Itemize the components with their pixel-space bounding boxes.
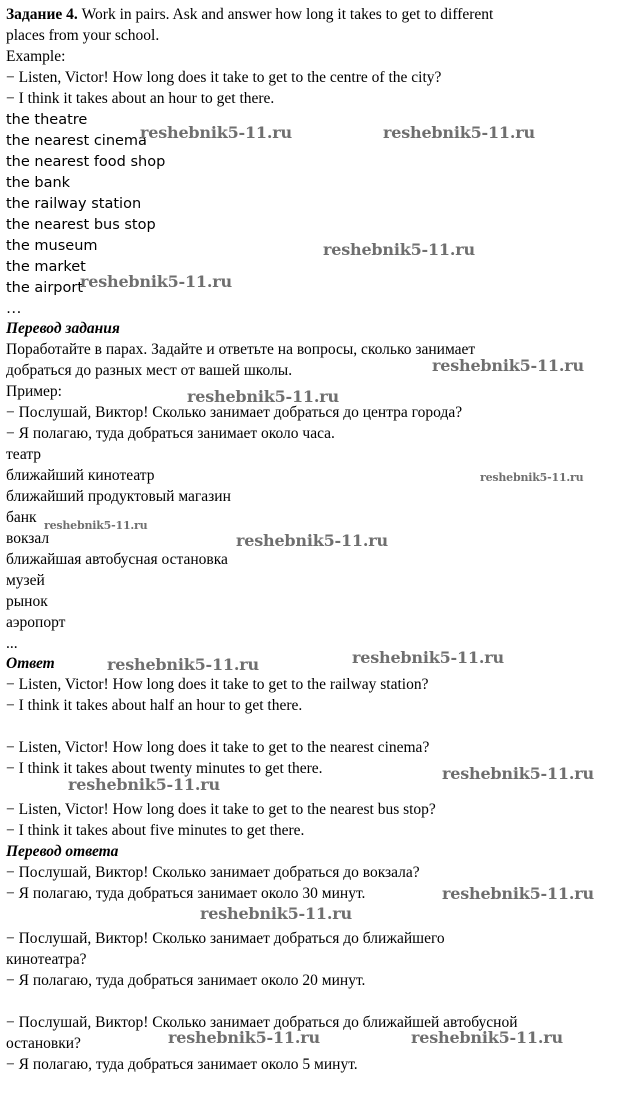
- watermark: reshebnik5-11.ru: [107, 655, 259, 674]
- answer-translation-heading: Перевод ответа: [6, 843, 119, 860]
- watermark: reshebnik5-11.ru: [168, 1028, 320, 1047]
- translation-line-2: добраться до разных мест от вашей школы.: [6, 362, 293, 379]
- translation-example-answer: − Я полагаю, туда добраться занимает около часа.: [6, 425, 335, 442]
- place-item-ru: ближайшая автобусная остановка: [6, 551, 228, 568]
- translation-example-label: Пример:: [6, 383, 62, 400]
- place-item-ru: ближайший кинотеатр: [6, 467, 155, 484]
- watermark: reshebnik5-11.ru: [140, 123, 292, 142]
- answer-translation-question-1: − Послушай, Виктор! Сколько занимает добраться до вокзала?: [6, 864, 420, 881]
- place-item: the nearest food shop: [6, 154, 166, 170]
- answer-reply-3: − I think it takes about five minutes to get there.: [6, 822, 305, 839]
- place-item-ru: банк: [6, 509, 37, 526]
- watermark: reshebnik5-11.ru: [236, 531, 388, 550]
- task-line-2: places from your school.: [6, 27, 160, 44]
- answer-question-2: − Listen, Victor! How long does it take to get to the nearest cinema?: [6, 739, 430, 756]
- watermark: reshebnik5-11.ru: [200, 904, 352, 923]
- task-line-1: [6, 5, 493, 25]
- place-item: the bank: [6, 175, 71, 191]
- answer-translation-question-2: − Послушай, Виктор! Сколько занимает добраться до ближайшего: [6, 930, 445, 947]
- answer-translation-question-2-cont: кинотеатра?: [6, 951, 87, 968]
- example-answer: − I think it takes about an hour to get there.: [6, 90, 275, 107]
- answer-translation-reply-1: − Я полагаю, туда добраться занимает около 30 минут.: [6, 885, 366, 902]
- watermark: reshebnik5-11.ru: [68, 775, 220, 794]
- place-item: the museum: [6, 238, 98, 254]
- place-item-ru: театр: [6, 446, 42, 463]
- place-item: the nearest bus stop: [6, 217, 156, 233]
- watermark: reshebnik5-11.ru: [432, 356, 584, 375]
- answer-translation-question-3-cont: остановки?: [6, 1035, 81, 1052]
- watermark: reshebnik5-11.ru: [44, 519, 148, 532]
- place-item-ru: вокзал: [6, 530, 50, 547]
- answer-question-3: − Listen, Victor! How long does it take to get to the nearest bus stop?: [6, 801, 436, 818]
- answer-reply-2: − I think it takes about twenty minutes to get there.: [6, 760, 323, 777]
- answer-translation-question-3: − Послушай, Виктор! Сколько занимает добраться до ближайшей автобусной: [6, 1014, 518, 1031]
- answer-question-1: − Listen, Victor! How long does it take to get to the railway station?: [6, 676, 429, 693]
- watermark: reshebnik5-11.ru: [187, 387, 339, 406]
- watermark: reshebnik5-11.ru: [442, 764, 594, 783]
- watermark: reshebnik5-11.ru: [411, 1028, 563, 1047]
- task-label: Задание 4.: [6, 6, 78, 23]
- translation-example-question: − Послушай, Виктор! Сколько занимает добраться до центра города?: [6, 404, 463, 421]
- task-ellipsis: …: [6, 300, 22, 317]
- place-item: the airport: [6, 280, 84, 296]
- watermark: reshebnik5-11.ru: [323, 240, 475, 259]
- place-item-ru: рынок: [6, 593, 48, 610]
- answer-heading: Ответ: [6, 655, 55, 672]
- example-label: Example:: [6, 48, 66, 65]
- watermark: reshebnik5-11.ru: [383, 123, 535, 142]
- place-item-ru: музей: [6, 572, 45, 589]
- place-item: the nearest cinema: [6, 133, 147, 149]
- example-question: − Listen, Victor! How long does it take to get to the centre of the city?: [6, 69, 442, 86]
- watermark: reshebnik5-11.ru: [480, 471, 584, 484]
- place-item: the railway station: [6, 196, 142, 212]
- translation-ellipsis: ...: [6, 635, 18, 652]
- place-item-ru: аэропорт: [6, 614, 66, 631]
- place-item: the theatre: [6, 112, 88, 128]
- answer-reply-1: − I think it takes about half an hour to get there.: [6, 697, 303, 714]
- place-item: the market: [6, 259, 86, 275]
- watermark: reshebnik5-11.ru: [442, 884, 594, 903]
- answer-translation-reply-2: − Я полагаю, туда добраться занимает около 20 минут.: [6, 972, 366, 989]
- translation-line-1: Поработайте в парах. Задайте и ответьте на вопросы, сколько занимает: [6, 341, 476, 358]
- place-item-ru: ближайший продуктовый магазин: [6, 488, 231, 505]
- translation-heading: Перевод задания: [6, 320, 120, 337]
- watermark: reshebnik5-11.ru: [80, 272, 232, 291]
- watermark: reshebnik5-11.ru: [352, 648, 504, 667]
- answer-translation-reply-3: − Я полагаю, туда добраться занимает около 5 минут.: [6, 1056, 358, 1073]
- task-text-1: Work in pairs. Ask and answer how long it takes to get to different: [81, 6, 494, 23]
